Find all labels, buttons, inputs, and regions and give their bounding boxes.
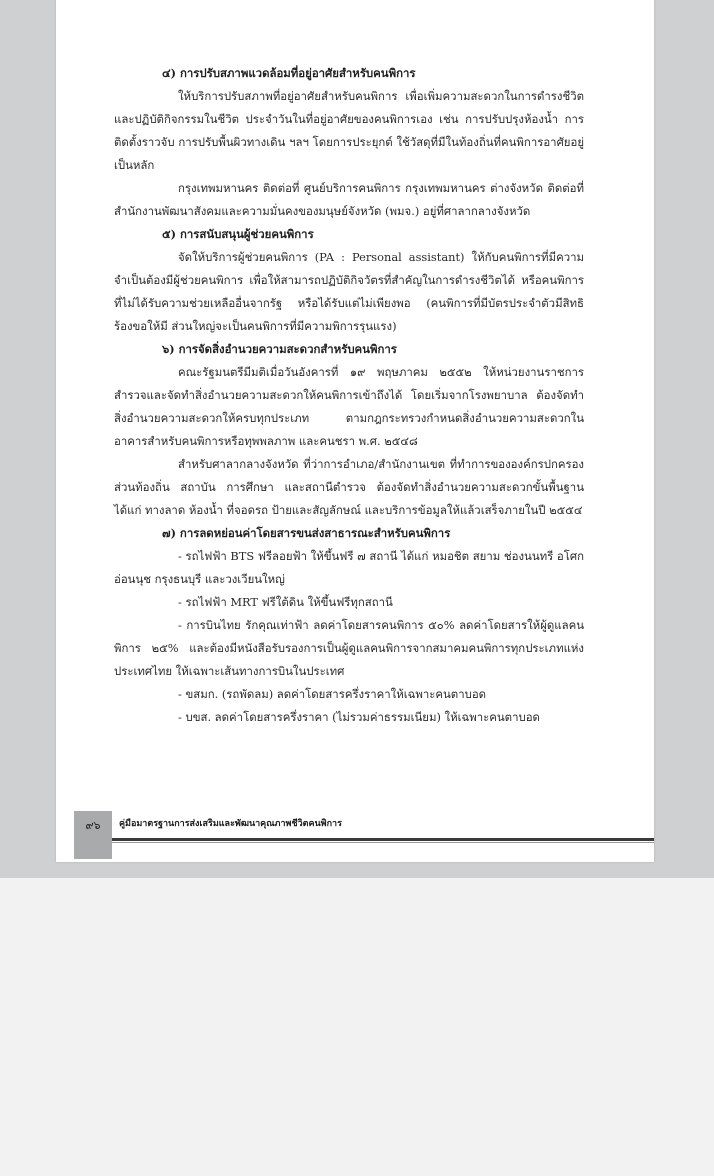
footer-rule-thin [112,842,654,843]
section-7-item-mrt: - รถไฟฟ้า MRT ฟรีใต้ดิน ให้ขึ้นฟรีทุกสถานี [178,595,393,609]
footer-rule [112,838,654,841]
section-5-heading: ๕) การสนับสนุนผู้ช่วยคนพิการ [162,227,314,241]
section-7-item-thai-airways: - การบินไทย รักคุณเท่าฟ้า ลดค่าโดยสารคนพิการ ๕๐% ลดค่าโดยสารให้ผู้ดูแลคนพิการ ๒๕% และต้องมีหนังสือรับรองการเป็นผู้ดูแลคนพิการจากสมาคมคนพิการทุกประเภทแห่งประเทศไทย ให้เฉพาะเส้นทางการบินในประเทศ [114,618,584,678]
section-4-paragraph-1: ให้บริการปรับสภาพที่อยู่อาศัยสำหรับคนพิการ เพื่อเพิ่มความสะดวกในการดำรงชีวิตและปฏิบัติกิจกรรมในชีวิต ประจำวันในที่อยู่อาศัยของคนพิการเอง เช่น การปรับปรุงห้องน้ำ การติดตั้งราวจับ การปรับพื้นผิวทางเดิน ฯลฯ โดยการประยุกต์ ใช้วัสดุที่มีในท้องถิ่นที่คนพิการอาศัยอยู่เป็นหลัก [114,89,584,172]
section-7-item-bts: - รถไฟฟ้า BTS ฟรีลอยฟ้า ให้ขึ้นฟรี ๗ สถานี ได้แก่ หมอชิต สยาม ช่องนนทรี อโศก อ่อนนุช กรุงธนบุรี และวงเวียนใหญ่ [114,549,584,586]
section-5-paragraph-1: จัดให้บริการผู้ช่วยคนพิการ (PA : Personal assistant) ให้กับคนพิการที่มีความจำเป็นต้องมีผู้ช่วยคนพิการ เพื่อให้สามารถปฏิบัติกิจวัตรที่สำคัญในการดำรงชีวิตได้ หรือคนพิการที่ไม่ได้รับความช่วยเหลืออื่นจากรัฐ หรือได้รับแต่ไม่เพียงพอ (คนพิการที่มีบัตรประจำตัวมีสิทธิร้องขอให้มี ส่วนใหญ่จะเป็นคนพิการที่มีความพิการรุนแรง) [114,250,584,333]
section-6-paragraph-2: สำหรับศาลากลางจังหวัด ที่ว่าการอำเภอ/สำนักงานเขต ที่ทำการขององค์กรปกครองส่วนท้องถิ่น สถาบัน การศึกษา และสถานีตำรวจ ต้องจัดทำสิ่งอำนวยความสะดวกขั้นพื้นฐาน ได้แก่ ทางลาด ห้องน้ำ ที่จอดรถ ป้ายและสัญลักษณ์ และบริการข้อมูลให้แล้วเสร็จภายในปี ๒๕๕๔ [114,457,584,517]
page-body [114,62,584,729]
document-page [56,0,654,862]
section-6-heading: ๖) การจัดสิ่งอำนวยความสะดวกสำหรับคนพิการ [162,342,397,356]
section-7-item-transport-co: - บขส. ลดค่าโดยสารครึ่งราคา (ไม่รวมค่าธรรมเนียม) ให้เฉพาะคนตาบอด [178,710,540,724]
footer-book-title: คู่มือมาตรฐานการส่งเสริมและพัฒนาคุณภาพชีวิตคนพิการ [119,819,342,829]
section-4-paragraph-2: กรุงเทพมหานคร ติดต่อที่ ศูนย์บริการคนพิการ กรุงเทพมหานคร ต่างจังหวัด ติดต่อที่ สำนักงานพัฒนาสังคมและความมั่นคงของมนุษย์จังหวัด (พมจ.) อยู่ที่ศาลากลางจังหวัด [114,181,584,218]
section-7-heading: ๗) การลดหย่อนค่าโดยสารขนส่งสาธารณะสำหรับคนพิการ [162,526,451,540]
page-number: ๙๖ [85,819,101,832]
section-6-paragraph-1: คณะรัฐมนตรีมีมติเมื่อวันอังคารที่ ๑๙ พฤษภาคม ๒๕๕๒ ให้หน่วยงานราชการสำรวจและจัดทำสิ่งอำนวยความสะดวกให้คนพิการเข้าถึงได้ โดยเริ่มจากโรงพยาบาล ต้องจัดทำสิ่งอำนวยความสะดวกให้ครบทุกประเภท ตามกฎกระทรวงกำหนดสิ่งอำนวยความสะดวกในอาคารสำหรับคนพิการหรือทุพพลภาพ และคนชรา พ.ศ. ๒๕๔๘ [114,365,584,448]
section-7-item-bmta: - ขสมก. (รถพัดลม) ลดค่าโดยสารครึ่งราคาให้เฉพาะคนตาบอด [178,687,487,701]
section-4-heading: ๔) การปรับสภาพแวดล้อมที่อยู่อาศัยสำหรับคนพิการ [162,66,416,80]
